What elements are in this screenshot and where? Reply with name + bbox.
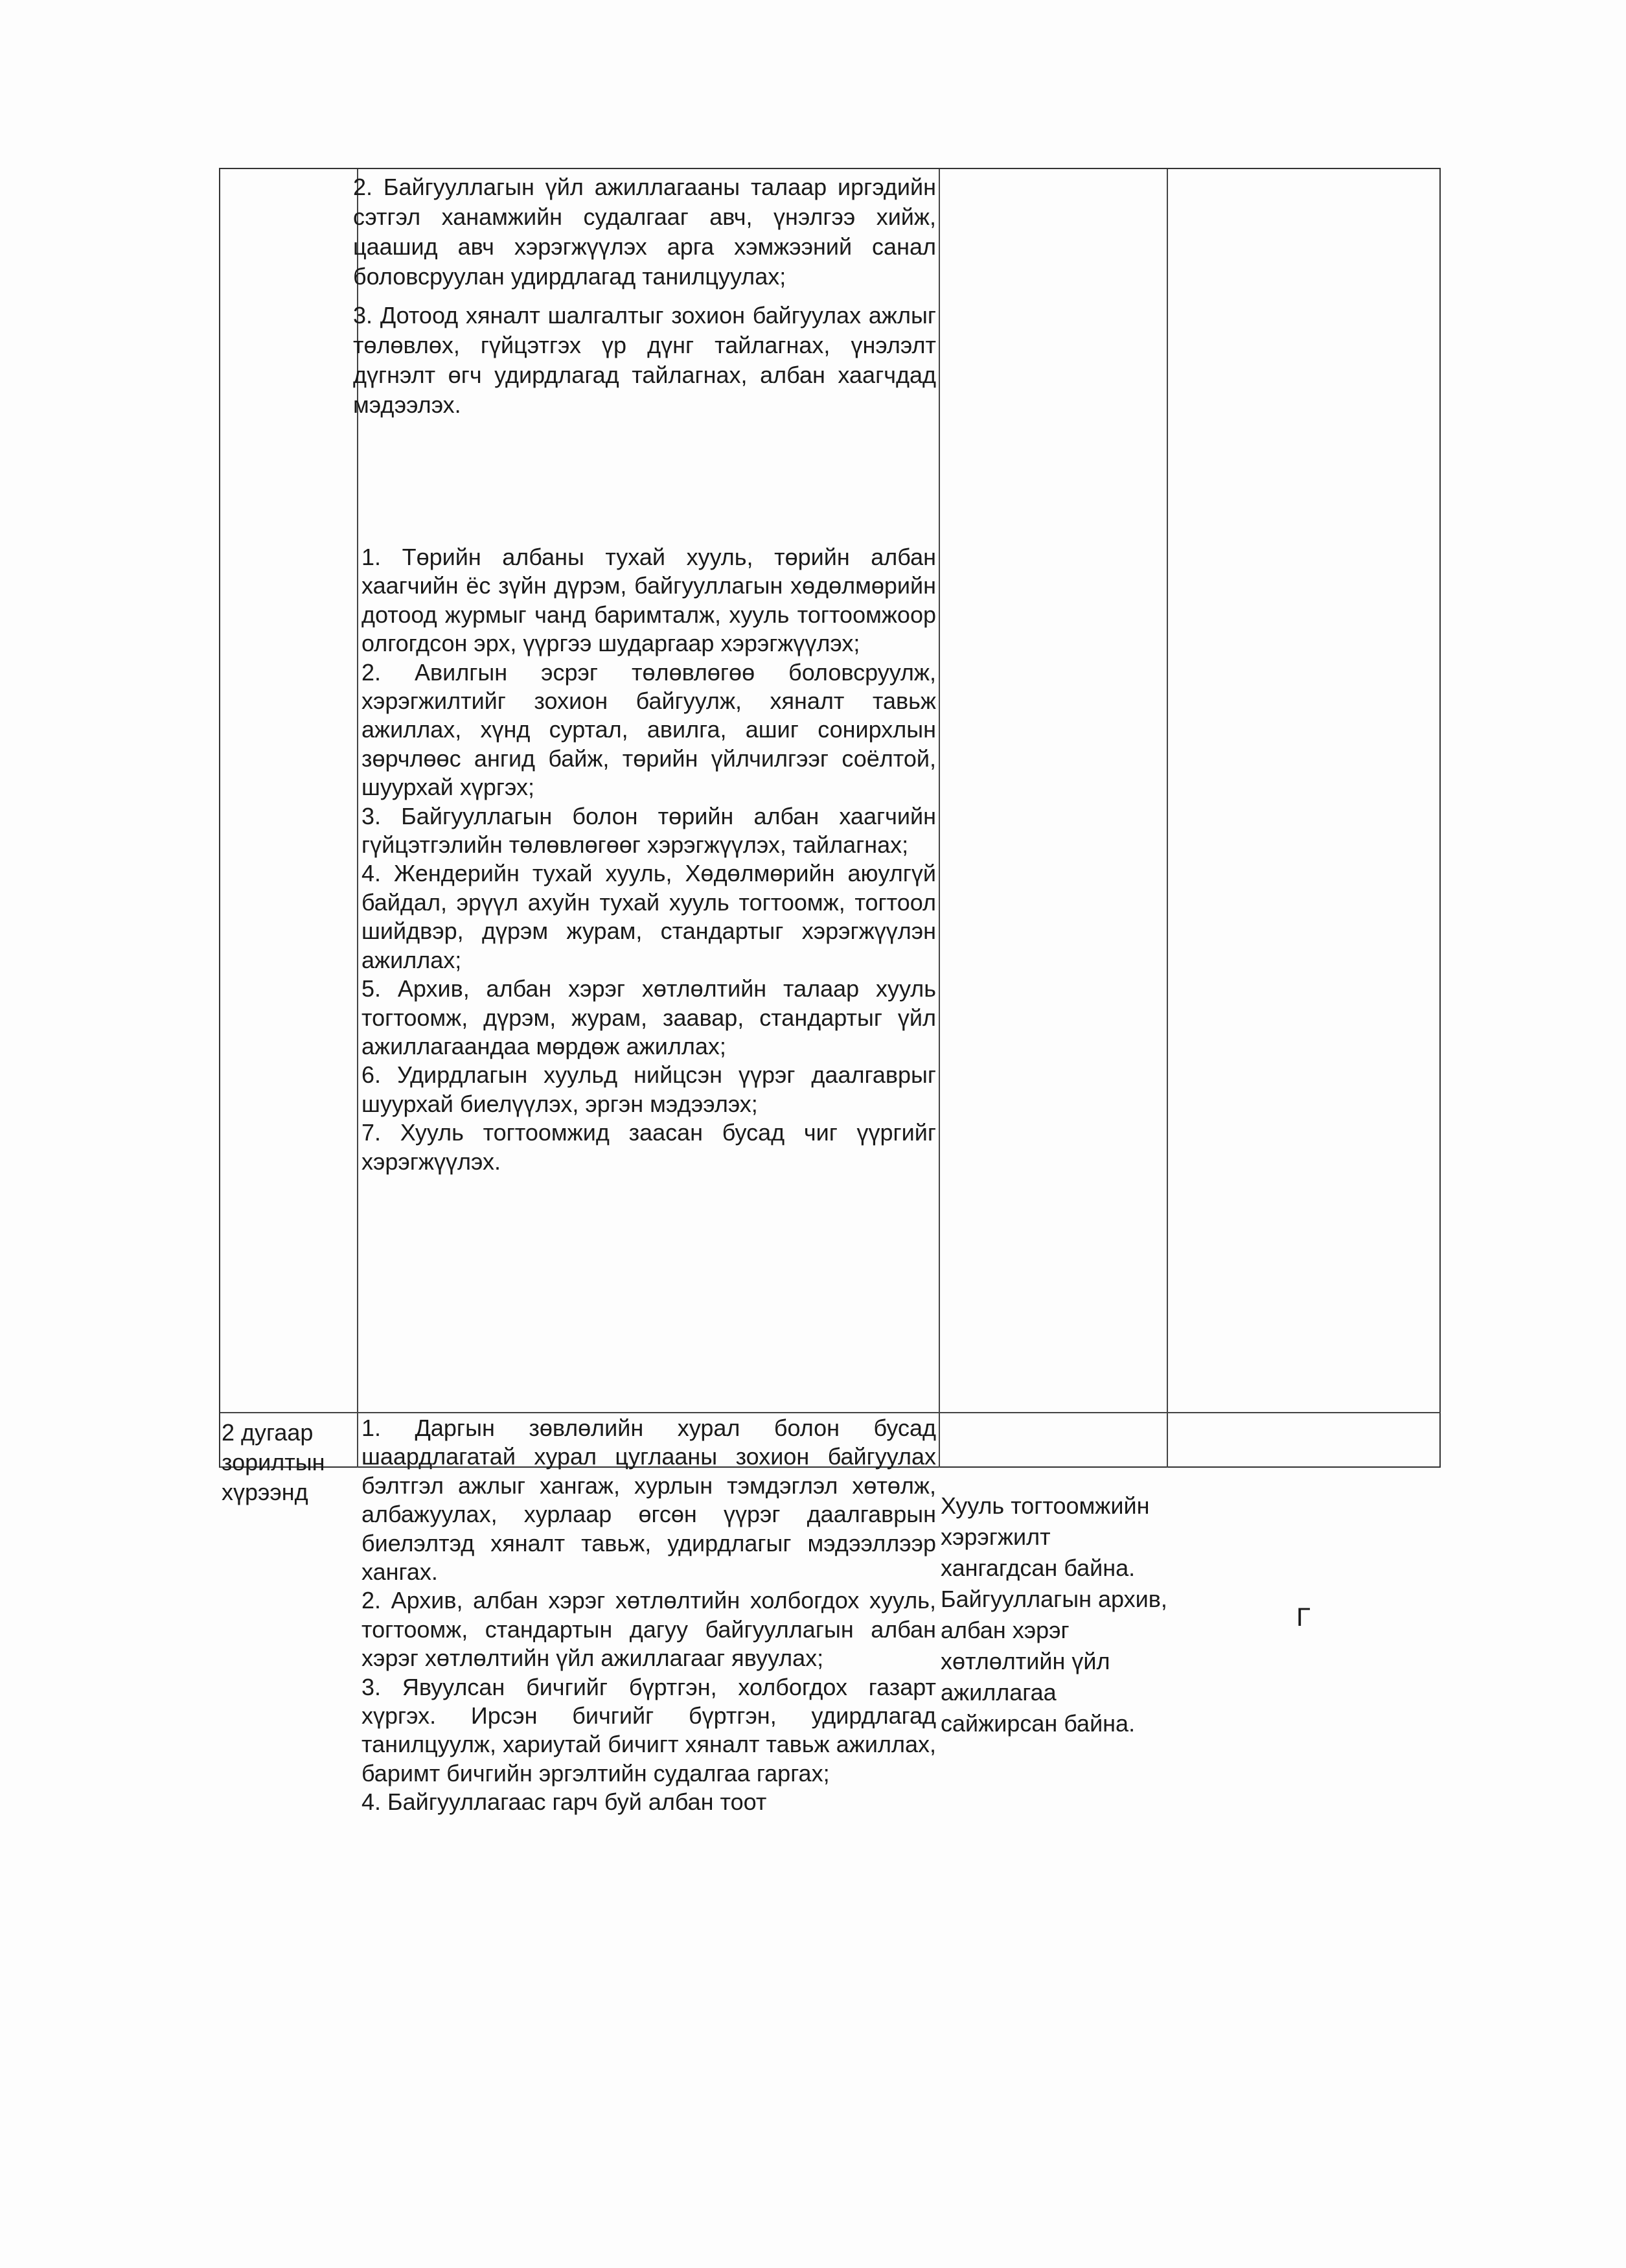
expected-result: Хууль тогтоомжийн хэрэгжилт хангагдсан байна. Байгууллагын архив, албан хэрэг хөтлөлтийн үйл ажиллагаа сайжирсан байна. bbox=[941, 1492, 1167, 1737]
task-item: 4. Байгууллагаас гарч буй албан тоот bbox=[361, 1788, 767, 1816]
task-item: 1. Даргын зөвлөлийн хурал болон бусад шаардлагатай хурал цуглааны зохион байгуулах бэлтгэл ажлыг хангаж, хурлын тэмдэглэл хөтөлж, албажуулах, хурлаар өгсөн үүрэг даалгаврын биелэлтэд хяналт тавьж, удирдлагыг мэдээллээр хангах. bbox=[361, 1415, 936, 1586]
duty-item: 1. Төрийн албаны тухай хууль, төрийн албан хаагчийн ёс зүйн дүрэм, байгууллагын хөдөлмөрийн дотоод журмыг чанд баримталж, хууль тогтоомжоор олгогдсон эрх, үүргээ шударгаар хэрэгжүүлэх; bbox=[361, 544, 936, 657]
duty-item: 3. Байгууллагын болон төрийн албан хаагчийн гүйцэтгэлийн төлөвлөгөөг хэрэгжүүлэх, тайлагнах; bbox=[361, 802, 936, 859]
task-item: 2. Архив, албан хэрэг хөтлөлтийн холбогдох хууль, тогтоомж, стандартын дагуу байгууллагын албан хэрэг хөтлөлтийн үйл ажиллагааг явуулах; bbox=[361, 1587, 936, 1672]
duty-item: 2. Авилгын эсрэг төлөвлөгөө боловсруулж, хэрэгжилтийг зохион байгуулж, хяналт тавьж ажиллах, хүнд суртал, авилга, ашиг сонирхлын зөрчлөөс ангид байж, төрийн үйлчилгээг соёлтой, шуурхай хүргэх; bbox=[361, 658, 936, 801]
duty-item: 2. Байгууллагын үйл ажиллагааны талаар иргэдийн сэтгэл ханамжийн судалгааг авч, үнэлгээ хийж, цаашид авч хэрэгжүүлэх арга хэмжээний санал боловсруулан удирдлагад танилцуулах; bbox=[353, 174, 936, 290]
column-divider-2 bbox=[939, 169, 940, 1468]
common-duties-cell bbox=[361, 543, 936, 1410]
duty-item: 4. Жендерийн тухай хууль, Хөдөлмөрийн аюулгүй байдал, эрүүл ахуйн тухай хууль тогтоомж, тогтоол шийдвэр, дүрэм журам, стандартыг хэрэгжүүлэн ажиллах; bbox=[361, 860, 936, 973]
duty-item: 5. Архив, албан хэрэг хөтлөлтийн талаар хууль тогтоомж, дүрэм, журам, заавар, стандартыг үйл ажиллагаандаа мөрдөж ажиллах; bbox=[361, 975, 936, 1059]
rating-value: Г bbox=[1296, 1603, 1311, 1632]
duty-item: 7. Хууль тогтоомжид заасан бусад чиг үүргийг хэрэгжүүлэх. bbox=[361, 1119, 936, 1175]
text-cell-top bbox=[353, 172, 936, 522]
column-divider-3 bbox=[1167, 169, 1168, 1468]
row-divider bbox=[220, 1412, 1441, 1413]
goal-label: 2 дугаар зорилтын хүрээнд bbox=[222, 1419, 325, 1505]
duty-item: 3. Дотоод хяналт шалгалтыг зохион байгуулах ажлыг төлөвлөх, гүйцэтгэх үр дүнг тайлагнах, үнэлэлт дүгнэлт өгч удирдлагад тайлагнах, албан хаагчдад мэдээлэх. bbox=[353, 302, 936, 418]
duty-item: 6. Удирдлагын хуульд нийцсэн үүрэг даалгаврыг шуурхай биелүүлэх, эргэн мэдээлэх; bbox=[361, 1061, 936, 1117]
goal2-tasks-cell bbox=[361, 1414, 936, 2088]
task-item: 3. Явуулсан бичгийг бүртгэн, холбогдох газарт хүргэх. Ирсэн бичгийг бүртгэн, удирдлагад танилцуулж, хариутай бичигт хяналт тавьж ажиллах, баримт бичгийн эргэлтийн судалгаа гаргах; bbox=[361, 1673, 936, 1787]
